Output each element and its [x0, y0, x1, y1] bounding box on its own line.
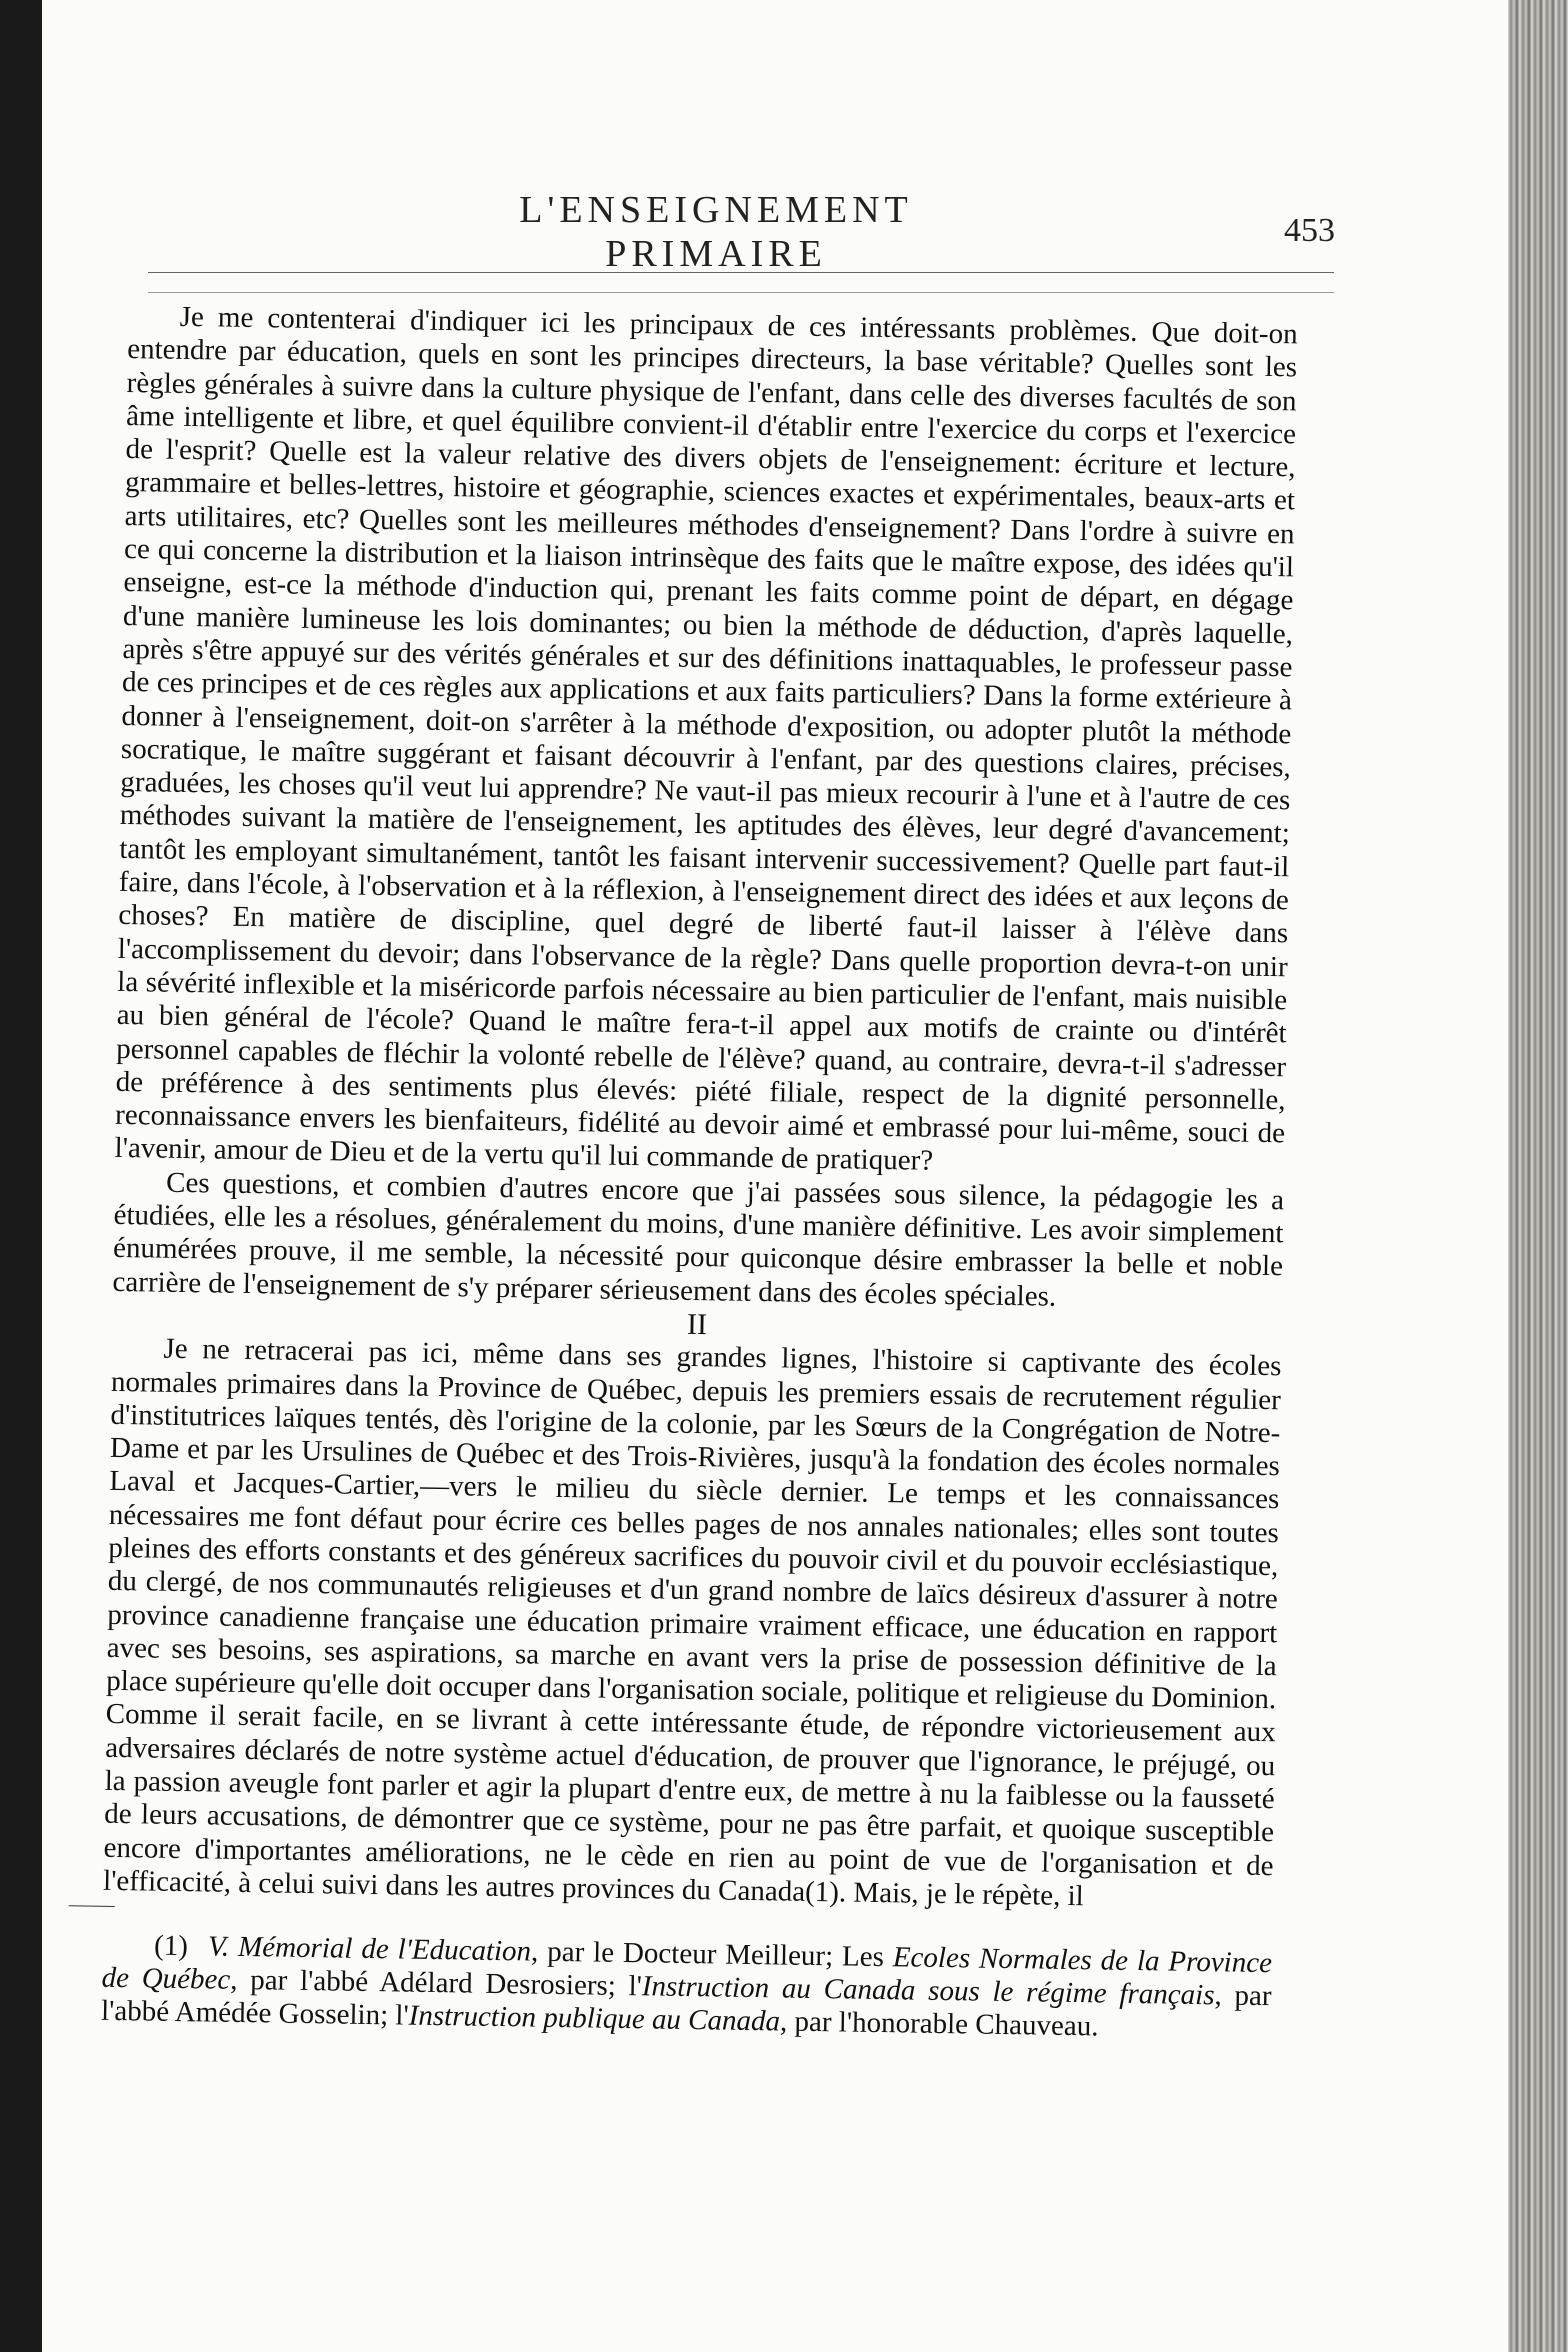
- footnote-part: Ecoles Normales de la Province de Québec: [101, 1941, 1273, 1997]
- section-heading: II: [686, 1307, 708, 1342]
- footnote-text: [101, 1931, 1272, 2043]
- paragraph: Je me contenterai d'indiquer ici les principaux de ces intéressants problèmes. Que doit-on entendre par éducation, quels en sont les principes directeurs, la base véritable? Quelles sont les règles générales à suivre dans la culture physique de l'enfant, dans celle des diverses facultés de son âme intelligente et libre, et quel équilibre convient-il d'établir entre l'exercice du corps et l'exercice de l'esprit? Quelle est la valeur relative des divers objets de l'enseignement: écriture et lecture, grammaire et belles-lettres, histoire et géographie, sciences exactes et expérimentales, beaux-arts et arts utilitaires, etc? Quelles sont les meilleures méthodes d'enseignement? Dans l'ordre à suivre en ce qui concerne la distribution et la liaison intrinsèque des faits que le maître expose, des idées qu'il enseigne, est-ce la méthode d'induction qui, prenant les faits comme point de départ, en dégage d'une manière lumineuse les lois dominantes; ou bien la méthode de déduction, d'après laquelle, après s'être appuyé sur des vérités générales et sur des définitions inattaquables, le professeur passe de ces principes et de ces règles aux applications et aux faits particuliers? Dans la forme extérieure à donner à l'enseignement, doit-on s'arrêter à la méthode d'exposition, ou adopter plutôt la méthode socratique, le maître suggérant et faisant découvrir à l'enfant, par des questions claires, précises, graduées, les choses qu'il veut lui apprendre? Ne vaut-il pas mieux recourir à l'une et à l'autre de ces méthodes suivant la matière de l'enseignement, les aptitudes des élèves, leur degré d'avancement; tantôt les employant simultanément, tantôt les faisant intervenir successivement? Quelle part faut-il faire, dans l'école, à l'observation et à la réflexion, à l'enseignement direct des idées et aux leçons de choses? En matière de discipline, quel degré de liberté faut-il laisser à l'élève dans l'accomplissement du devoir; dans l'observance de la règle? Dans quelle proportion devra-t-on unir la sévérité inflexible et la miséricorde parfois nécessaire au bien particulier de l'enfant, mais nuisible au bien général de l'école? Quand le maître fera-t-il appel aux motifs de crainte ou d'intérêt personnel capables de fléchir la volonté rebelle de l'élève? quand, au contraire, devra-t-il s'adresser de préférence à des sentiments plus élevés: piété filiale, respect de la dignité personnelle, reconnaissance envers les bienfaiteurs, fidélité au devoir aimé et embrassé pour lui-même, souci de l'avenir, amour de Dieu et de la vertu qu'il lui commande de pratiquer?: [114, 300, 1298, 1178]
- footnote-rule: [69, 1906, 115, 1908]
- footnote-part: , par l'honorable Chauveau.: [779, 2005, 1099, 2043]
- page-number: 453: [1284, 212, 1335, 249]
- footnote: [101, 1929, 1272, 2046]
- page-body: [101, 300, 1298, 2046]
- footnote-part: V. Mémorial de l'Education: [207, 1930, 532, 1968]
- footnote-part: Instruction publique au Canada: [408, 1999, 781, 2038]
- page-edge: [1508, 0, 1568, 2352]
- book-page: [42, 0, 1508, 2352]
- paragraph: Ces questions, et combien d'autres encore que j'ai passées sous silence, la pédagogie les a étudiées, elle les a résolues, généralement du moins, d'une manière définitive. Les avoir simplement énumérées prouve, il me semble, la nécessité pour quiconque désire embrasser la belle et noble carrière de l'enseignement de s'y préparer sérieusement dans des écoles spéciales.: [112, 1166, 1285, 1313]
- footnote-part: , par l'abbé Adélard Desrosiers; l': [230, 1964, 643, 2003]
- header-rule-double: [148, 292, 1334, 293]
- footnote-mark: (1): [153, 1929, 189, 1963]
- footnote-part: , par le Docteur Meilleur; Les: [530, 1935, 894, 1974]
- footnote-part: Instruction au Canada sous le régime français: [641, 1970, 1215, 2012]
- paragraph: Je ne retracerai pas ici, même dans ses grandes lignes, l'histoire si captivante des écoles normales primaires dans la Province de Québec, depuis les premiers essais de recrutement régulier d'institutrices laïques tentés, dès l'origine de la colonie, par les Sœurs de la Congrégation de Notre-Dame et par les Ursulines de Québec et des Trois-Rivières, jusqu'à la fondation des écoles normales Laval et Jacques-Cartier,—vers le milieu du siècle dernier. Le temps et les connaissances nécessaires me font défaut pour écrire ces belles pages de nos annales nationales; elles sont toutes pleines des efforts constants et des généreux sacrifices du pouvoir civil et du pouvoir ecclésiastique, du clergé, de nos communautés religieuses et d'un grand nombre de laïcs désireux d'assurer à notre province canadienne française une éducation primaire vraiment efficace, une éducation en rapport avec ses besoins, ses aspirations, sa marche en avant vers la prise de possession définitive de la place supérieure qu'elle doit occuper dans l'organisation sociale, politique et religieuse du Dominion. Comme il serait facile, en se livrant à cette intéressante étude, de répondre victorieusement aux adversaires déclarés de notre système actuel d'éducation, de prouver que l'ignorance, le préjugé, ou la passion aveugle font parler et agir la plupart d'entre eux, de mettre à nu la faiblesse ou la fausseté de leurs accusations, de démontrer que ce système, pour ne pas être parfait, et quoique susceptible encore d'importantes améliorations, ne le cède en rien au point de vue de l'organisation et de l'efficacité, à celui suivi dans les autres provinces du Canada(1). Mais, je le répète, il: [102, 1332, 1282, 1913]
- header-rule: [148, 272, 1334, 273]
- footnote-part: , par l'abbé Amédée Gosselin; l': [100, 1979, 1272, 2032]
- running-title: L'ENSEIGNEMENT PRIMAIRE: [519, 189, 913, 275]
